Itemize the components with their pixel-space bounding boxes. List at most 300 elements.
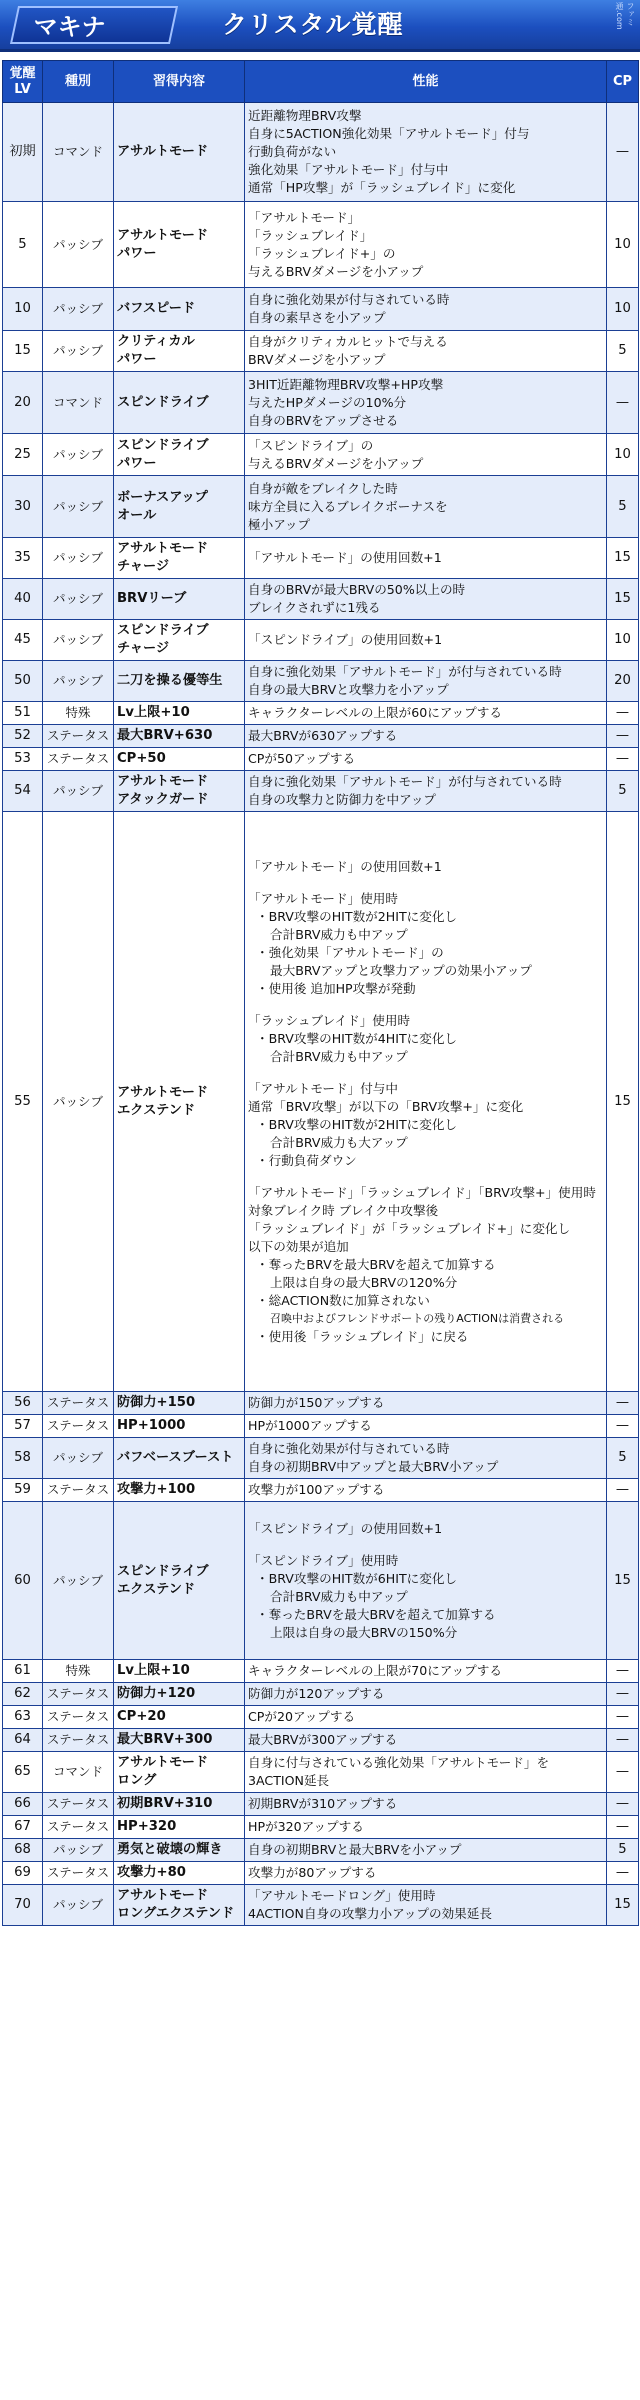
skill-type: パッシブ <box>43 288 114 331</box>
skill-name <box>114 202 245 288</box>
skill-effect-line: 合計BRV威力も中アップ <box>270 1048 408 1064</box>
skill-name-line: スピンドライブ <box>117 394 209 410</box>
skill-name <box>114 103 245 202</box>
table-header-row <box>3 61 639 103</box>
page-title: クリスタル覚醒 <box>222 10 404 39</box>
cp-cost: — <box>607 725 639 748</box>
skill-effect-line: 「アサルトモードロング」使用時 <box>248 1888 436 1903</box>
skill-effect-line: 自身の素早さを小アップ <box>248 310 386 325</box>
skill-effect-line: 「アサルトモード」の使用回数+1 <box>248 858 442 874</box>
cp-cost: 10 <box>607 288 639 331</box>
skill-name-line: 最大BRV+630 <box>117 728 213 743</box>
awakening-level: 56 <box>3 1392 43 1415</box>
skill-name <box>114 1706 245 1729</box>
skill-effect-line: 「スピンドライブ」の使用回数+1 <box>248 632 443 647</box>
skill-effect-line: 自身が敵をブレイクした時 <box>248 480 398 496</box>
skill-name <box>114 748 245 771</box>
skill-effect-line: 防御力が150アップする <box>248 1395 385 1410</box>
skill-effect-line: ・奪ったBRVを最大BRVを超えて加算する <box>256 1256 496 1272</box>
skill-effect-line <box>248 1170 603 1184</box>
skill-type: パッシブ <box>43 434 114 476</box>
skill-name-line: ロングエクステンド <box>117 1906 235 1921</box>
skill-effect-line: 「スピンドライブ」使用時 <box>248 1552 399 1568</box>
skill-effect-line: 極小アップ <box>248 516 311 532</box>
skill-effect-line: 以下の効果が追加 <box>248 1238 349 1254</box>
awakening-table <box>2 60 639 1926</box>
table-row <box>3 1706 639 1729</box>
skill-name <box>114 1438 245 1479</box>
skill-effect-line: 対象ブレイク時 ブレイク中攻撃後 <box>248 1202 439 1218</box>
skill-effect-line: 自身のBRVをアップさせる <box>248 412 399 428</box>
skill-effect-line: 自身の攻撃力と防御力を中アップ <box>248 792 437 807</box>
skill-name-line: スピンドライブ <box>117 1563 209 1579</box>
skill-effect <box>245 288 607 331</box>
character-name-plate <box>10 6 178 44</box>
table-row <box>3 372 639 434</box>
cp-cost: 5 <box>607 1438 639 1479</box>
skill-name-line: バフスピード <box>117 301 196 316</box>
skill-effect <box>245 1392 607 1415</box>
skill-name <box>114 1502 245 1660</box>
table-row <box>3 1683 639 1706</box>
skill-type: パッシブ <box>43 812 114 1392</box>
table-row <box>3 1415 639 1438</box>
awakening-level: 10 <box>3 288 43 331</box>
skill-name-line: アサルトモード <box>117 1084 209 1100</box>
skill-type: パッシブ <box>43 1502 114 1660</box>
cp-cost: — <box>607 1793 639 1816</box>
table-row <box>3 725 639 748</box>
skill-effect <box>245 725 607 748</box>
skill-type: パッシブ <box>43 1438 114 1479</box>
awakening-level: 70 <box>3 1885 43 1926</box>
cp-cost: — <box>607 1816 639 1839</box>
skill-name-line: 勇気と破壊の輝き <box>117 1842 223 1857</box>
skill-effect-line: 与えたHPダメージの10%分 <box>248 394 407 410</box>
awakening-level: 5 <box>3 202 43 288</box>
cp-cost: — <box>607 1415 639 1438</box>
skill-effect-line: ・BRV攻撃のHIT数が2HITに変化し <box>256 908 458 924</box>
skill-effect <box>245 1660 607 1683</box>
table-row <box>3 812 639 1392</box>
col-header-lv: 覚醒LV <box>3 61 43 103</box>
cp-cost: — <box>607 1683 639 1706</box>
skill-effect-line: 自身に強化効果「アサルトモード」が付与されている時 <box>248 774 562 789</box>
awakening-level: 62 <box>3 1683 43 1706</box>
skill-effect-line: 通常「BRV攻撃」が以下の「BRV攻撃+」に変化 <box>248 1098 524 1114</box>
skill-type: コマンド <box>43 1752 114 1793</box>
skill-effect <box>245 538 607 579</box>
skill-effect <box>245 434 607 476</box>
awakening-level: 57 <box>3 1415 43 1438</box>
skill-effect-line: 自身の初期BRVと最大BRVを小アップ <box>248 1842 462 1857</box>
skill-effect-line <box>248 876 603 890</box>
skill-name-line: アサルトモード <box>117 541 209 556</box>
table-row <box>3 1793 639 1816</box>
skill-name-line: ボーナスアップ <box>117 489 208 505</box>
cp-cost: 15 <box>607 812 639 1392</box>
skill-effect-line: 自身の初期BRV中アップと最大BRV小アップ <box>248 1459 499 1474</box>
skill-effect <box>245 1706 607 1729</box>
skill-type: パッシブ <box>43 1839 114 1862</box>
skill-effect-line: 自身のBRVが最大BRVの50%以上の時 <box>248 582 466 597</box>
awakening-level: 51 <box>3 702 43 725</box>
skill-type: パッシブ <box>43 661 114 702</box>
skill-effect-line: 「ラッシュブレイド」 <box>248 227 373 243</box>
skill-effect-line: ・使用後 追加HP攻撃が発動 <box>256 980 416 996</box>
skill-name-line: アサルトモード <box>117 227 209 243</box>
skill-effect-line: 「ラッシュブレイド」が「ラッシュブレイド+」に変化し <box>248 1220 571 1236</box>
cp-cost: — <box>607 1729 639 1752</box>
awakening-level: 55 <box>3 812 43 1392</box>
awakening-level: 65 <box>3 1752 43 1793</box>
skill-type: パッシブ <box>43 538 114 579</box>
skill-effect-line: 自身に強化効果が付与されている時 <box>248 1441 450 1456</box>
awakening-level: 61 <box>3 1660 43 1683</box>
skill-effect-line: 最大BRVが300アップする <box>248 1732 398 1747</box>
skill-effect-line: ・BRV攻撃のHIT数が4HITに変化し <box>256 1030 458 1046</box>
skill-effect-line: 与えるBRVダメージを小アップ <box>248 263 424 279</box>
awakening-level: 60 <box>3 1502 43 1660</box>
title-banner <box>0 0 640 52</box>
skill-name-line: 攻撃力+80 <box>117 1865 186 1880</box>
table-row <box>3 661 639 702</box>
skill-name <box>114 1752 245 1793</box>
skill-name <box>114 1816 245 1839</box>
skill-effect-line: 合計BRV威力も中アップ <box>270 1588 408 1604</box>
skill-name-line: エクステンド <box>117 1581 196 1597</box>
skill-name-line: 初期BRV+310 <box>117 1796 213 1811</box>
skill-name <box>114 1793 245 1816</box>
skill-name <box>114 702 245 725</box>
cp-cost: — <box>607 748 639 771</box>
skill-name <box>114 372 245 434</box>
awakening-level: 30 <box>3 476 43 538</box>
cp-cost: 5 <box>607 1839 639 1862</box>
cp-cost: 5 <box>607 331 639 372</box>
cp-cost: 5 <box>607 771 639 812</box>
table-row <box>3 538 639 579</box>
skill-name-line: エクステンド <box>117 1102 196 1118</box>
skill-effect <box>245 748 607 771</box>
skill-name-line: パワー <box>117 455 157 471</box>
awakening-level: 68 <box>3 1839 43 1862</box>
skill-type: ステータス <box>43 1683 114 1706</box>
cp-cost: — <box>607 1479 639 1502</box>
table-row <box>3 1839 639 1862</box>
skill-type: ステータス <box>43 1816 114 1839</box>
skill-type: コマンド <box>43 372 114 434</box>
skill-effect-line: 上限は自身の最大BRVの120%分 <box>270 1274 458 1290</box>
skill-effect <box>245 103 607 202</box>
skill-effect <box>245 1793 607 1816</box>
skill-effect <box>245 1729 607 1752</box>
skill-effect-line: 「アサルトモード」の使用回数+1 <box>248 550 442 565</box>
skill-effect <box>245 812 607 1392</box>
skill-effect <box>245 1839 607 1862</box>
skill-type: パッシブ <box>43 620 114 661</box>
skill-name <box>114 1479 245 1502</box>
skill-name <box>114 771 245 812</box>
skill-type: パッシブ <box>43 1885 114 1926</box>
skill-effect-line: キャラクターレベルの上限が70にアップする <box>248 1663 502 1678</box>
skill-effect-line: 「アサルトモード」「ラッシュブレイド」「BRV攻撃+」使用時 <box>248 1184 596 1200</box>
cp-cost: 20 <box>607 661 639 702</box>
table-row <box>3 1862 639 1885</box>
cp-cost: 10 <box>607 202 639 288</box>
skill-effect-line: CPが50アップする <box>248 751 356 766</box>
skill-name <box>114 620 245 661</box>
cp-cost: 15 <box>607 1502 639 1660</box>
skill-name-line: スピンドライブ <box>117 437 209 453</box>
awakening-level: 59 <box>3 1479 43 1502</box>
skill-effect-line: 「ラッシュブレイド」使用時 <box>248 1012 411 1028</box>
cp-cost: 15 <box>607 538 639 579</box>
table-row <box>3 202 639 288</box>
skill-name <box>114 812 245 1392</box>
skill-name <box>114 661 245 702</box>
skill-name <box>114 538 245 579</box>
skill-effect-line: 召喚中およびフレンドサポートの残りACTIONは消費される <box>270 1311 565 1325</box>
skill-name-line: 攻撃力+100 <box>117 1482 196 1497</box>
skill-effect <box>245 476 607 538</box>
skill-effect-line: ブレイクされずに1残る <box>248 600 381 615</box>
awakening-level: 53 <box>3 748 43 771</box>
skill-name <box>114 331 245 372</box>
skill-effect-line: 攻撃力が100アップする <box>248 1482 385 1497</box>
skill-effect-line: ・奪ったBRVを最大BRVを超えて加算する <box>256 1606 496 1622</box>
skill-effect-line: 3ACTION延長 <box>248 1773 330 1788</box>
col-header-cp: CP <box>607 61 639 103</box>
skill-type: パッシブ <box>43 579 114 620</box>
col-header-skill: 習得内容 <box>114 61 245 103</box>
skill-name-line: BRVリーブ <box>117 591 187 606</box>
skill-effect-line: 合計BRV威力も中アップ <box>270 926 408 942</box>
skill-name-line: CP+50 <box>117 751 166 766</box>
cp-cost: — <box>607 1752 639 1793</box>
skill-effect-line: 3HIT近距離物理BRV攻撃+HP攻撃 <box>248 376 444 392</box>
awakening-level: 45 <box>3 620 43 661</box>
skill-effect-line: 行動負荷がない <box>248 144 337 159</box>
skill-effect-line: 近距離物理BRV攻撃 <box>248 108 362 123</box>
skill-name <box>114 725 245 748</box>
skill-type: ステータス <box>43 1479 114 1502</box>
table-body <box>3 103 639 1926</box>
skill-name <box>114 1415 245 1438</box>
skill-effect-line: 与えるBRVダメージを小アップ <box>248 455 424 471</box>
skill-name-line: アサルトモード <box>117 1755 209 1770</box>
skill-name-line: オール <box>117 507 157 523</box>
skill-type: コマンド <box>43 103 114 202</box>
skill-name <box>114 1839 245 1862</box>
skill-name-line: チャージ <box>117 641 170 656</box>
skill-type: ステータス <box>43 1415 114 1438</box>
skill-effect <box>245 331 607 372</box>
awakening-level: 40 <box>3 579 43 620</box>
skill-effect-line: 自身がクリティカルヒットで与える <box>248 334 448 349</box>
awakening-level: 69 <box>3 1862 43 1885</box>
awakening-level: 初期 <box>3 103 43 202</box>
skill-effect-line: 最大BRVが630アップする <box>248 728 398 743</box>
skill-type: パッシブ <box>43 202 114 288</box>
skill-type: 特殊 <box>43 702 114 725</box>
skill-effect-line: 自身の最大BRVと攻撃力を小アップ <box>248 682 449 697</box>
skill-name-line: HP+320 <box>117 1819 177 1834</box>
skill-name <box>114 1392 245 1415</box>
awakening-level: 35 <box>3 538 43 579</box>
skill-name-line: アタックガード <box>117 792 209 807</box>
table-row <box>3 620 639 661</box>
skill-effect-line: キャラクターレベルの上限が60にアップする <box>248 705 502 720</box>
skill-effect <box>245 702 607 725</box>
skill-name <box>114 476 245 538</box>
skill-effect <box>245 202 607 288</box>
skill-name-line: アサルトモード <box>117 774 209 789</box>
skill-name <box>114 1660 245 1683</box>
skill-name-line: Lv上限+10 <box>117 1663 190 1678</box>
skill-effect-line: 4ACTION自身の攻撃力小アップの効果延長 <box>248 1906 492 1921</box>
skill-effect <box>245 1816 607 1839</box>
skill-effect-line: 防御力が120アップする <box>248 1686 385 1701</box>
table-row <box>3 1752 639 1793</box>
awakening-level: 52 <box>3 725 43 748</box>
skill-effect-line: ・BRV攻撃のHIT数が6HITに変化し <box>256 1570 458 1586</box>
skill-effect <box>245 1683 607 1706</box>
skill-effect-line: ・BRV攻撃のHIT数が2HITに変化し <box>256 1116 458 1132</box>
skill-effect-line: 通常「HP攻撃」が「ラッシュブレイド」に変化 <box>248 180 516 195</box>
awakening-level: 64 <box>3 1729 43 1752</box>
skill-name-line: バフベースブースト <box>117 1450 234 1465</box>
skill-effect-line: 最大BRVアップと攻撃力アップの効果小アップ <box>270 962 532 978</box>
skill-name-line: ロング <box>117 1773 157 1788</box>
awakening-level: 63 <box>3 1706 43 1729</box>
cp-cost: — <box>607 702 639 725</box>
table-row <box>3 579 639 620</box>
skill-type: 特殊 <box>43 1660 114 1683</box>
awakening-level: 67 <box>3 1816 43 1839</box>
table-row <box>3 748 639 771</box>
col-header-kind: 種別 <box>43 61 114 103</box>
cp-cost: 5 <box>607 476 639 538</box>
skill-type: ステータス <box>43 1392 114 1415</box>
skill-type: パッシブ <box>43 771 114 812</box>
skill-effect-line <box>248 1538 603 1552</box>
skill-effect-line: ・行動負荷ダウン <box>256 1152 357 1168</box>
awakening-level: 20 <box>3 372 43 434</box>
skill-name <box>114 1885 245 1926</box>
skill-name-line: パワー <box>117 352 157 367</box>
skill-name <box>114 1683 245 1706</box>
table-row <box>3 1438 639 1479</box>
skill-effect-line: 「アサルトモード」 <box>248 209 361 225</box>
skill-effect <box>245 1479 607 1502</box>
skill-name <box>114 1729 245 1752</box>
skill-effect <box>245 1438 607 1479</box>
skill-effect <box>245 372 607 434</box>
skill-type: ステータス <box>43 1793 114 1816</box>
skill-effect <box>245 661 607 702</box>
skill-effect-line: 初期BRVが310アップする <box>248 1796 398 1811</box>
table-row <box>3 1660 639 1683</box>
skill-effect-line: HPが320アップする <box>248 1819 364 1834</box>
skill-effect-line: 合計BRV威力も大アップ <box>270 1134 408 1150</box>
skill-effect-line: 攻撃力が80アップする <box>248 1865 377 1880</box>
awakening-level: 25 <box>3 434 43 476</box>
skill-effect-line: 「ラッシュブレイド+」の <box>248 245 396 261</box>
skill-name <box>114 434 245 476</box>
cp-cost: — <box>607 1660 639 1683</box>
cp-cost: 15 <box>607 579 639 620</box>
table-row <box>3 702 639 725</box>
skill-effect-line <box>248 1066 603 1080</box>
skill-effect <box>245 1862 607 1885</box>
skill-effect-line: 「アサルトモード」付与中 <box>248 1080 398 1096</box>
skill-name-line: 防御力+120 <box>117 1686 196 1701</box>
skill-effect-line: 自身に強化効果「アサルトモード」が付与されている時 <box>248 664 562 679</box>
skill-name <box>114 579 245 620</box>
skill-effect-line: ・使用後「ラッシュブレイド」に戻る <box>256 1328 469 1344</box>
skill-effect-line <box>248 998 603 1012</box>
watermark: ファミ通.com <box>615 2 635 30</box>
skill-name-line: スピンドライブ <box>117 623 209 638</box>
skill-effect <box>245 771 607 812</box>
skill-name-line: 二刀を操る優等生 <box>117 673 223 688</box>
skill-effect-line: 「アサルトモード」使用時 <box>248 890 398 906</box>
cp-cost: 10 <box>607 620 639 661</box>
skill-effect-line: ・強化効果「アサルトモード」の <box>256 944 444 960</box>
skill-type: ステータス <box>43 1706 114 1729</box>
character-name: マキナ <box>33 13 106 41</box>
table-row <box>3 1479 639 1502</box>
skill-type: ステータス <box>43 1862 114 1885</box>
table-row <box>3 1729 639 1752</box>
skill-effect-line: 自身に5ACTION強化効果「アサルトモード」付与 <box>248 126 530 141</box>
table-row <box>3 1885 639 1926</box>
skill-effect-line: 味方全員に入るブレイクボーナスを <box>248 498 448 514</box>
skill-effect-line: BRVダメージを小アップ <box>248 352 386 367</box>
cp-cost: — <box>607 103 639 202</box>
skill-effect <box>245 620 607 661</box>
skill-name-line: CP+20 <box>117 1709 166 1724</box>
skill-effect-line: ・総ACTION数に加算されない <box>256 1292 430 1308</box>
skill-effect <box>245 1885 607 1926</box>
skill-type: ステータス <box>43 725 114 748</box>
skill-type: パッシブ <box>43 476 114 538</box>
table-row <box>3 331 639 372</box>
skill-effect <box>245 1752 607 1793</box>
col-header-perf: 性能 <box>245 61 607 103</box>
table-row <box>3 1392 639 1415</box>
awakening-level: 15 <box>3 331 43 372</box>
skill-effect-line: 「スピンドライブ」の使用回数+1 <box>248 1520 443 1536</box>
skill-effect-line: 上限は自身の最大BRVの150%分 <box>270 1624 458 1640</box>
skill-name-line: アサルトモード <box>117 144 209 159</box>
table-row <box>3 1816 639 1839</box>
cp-cost: 15 <box>607 1885 639 1926</box>
cp-cost: — <box>607 372 639 434</box>
awakening-level: 54 <box>3 771 43 812</box>
skill-effect <box>245 1415 607 1438</box>
skill-name <box>114 288 245 331</box>
skill-effect-line: 「スピンドライブ」の <box>248 437 374 453</box>
table-row <box>3 434 639 476</box>
skill-effect-line: CPが20アップする <box>248 1709 356 1724</box>
table-row <box>3 771 639 812</box>
skill-name-line: 防御力+150 <box>117 1395 196 1410</box>
skill-effect-line: 自身に強化効果が付与されている時 <box>248 292 450 307</box>
skill-name-line: アサルトモード <box>117 1888 209 1903</box>
skill-type: ステータス <box>43 1729 114 1752</box>
